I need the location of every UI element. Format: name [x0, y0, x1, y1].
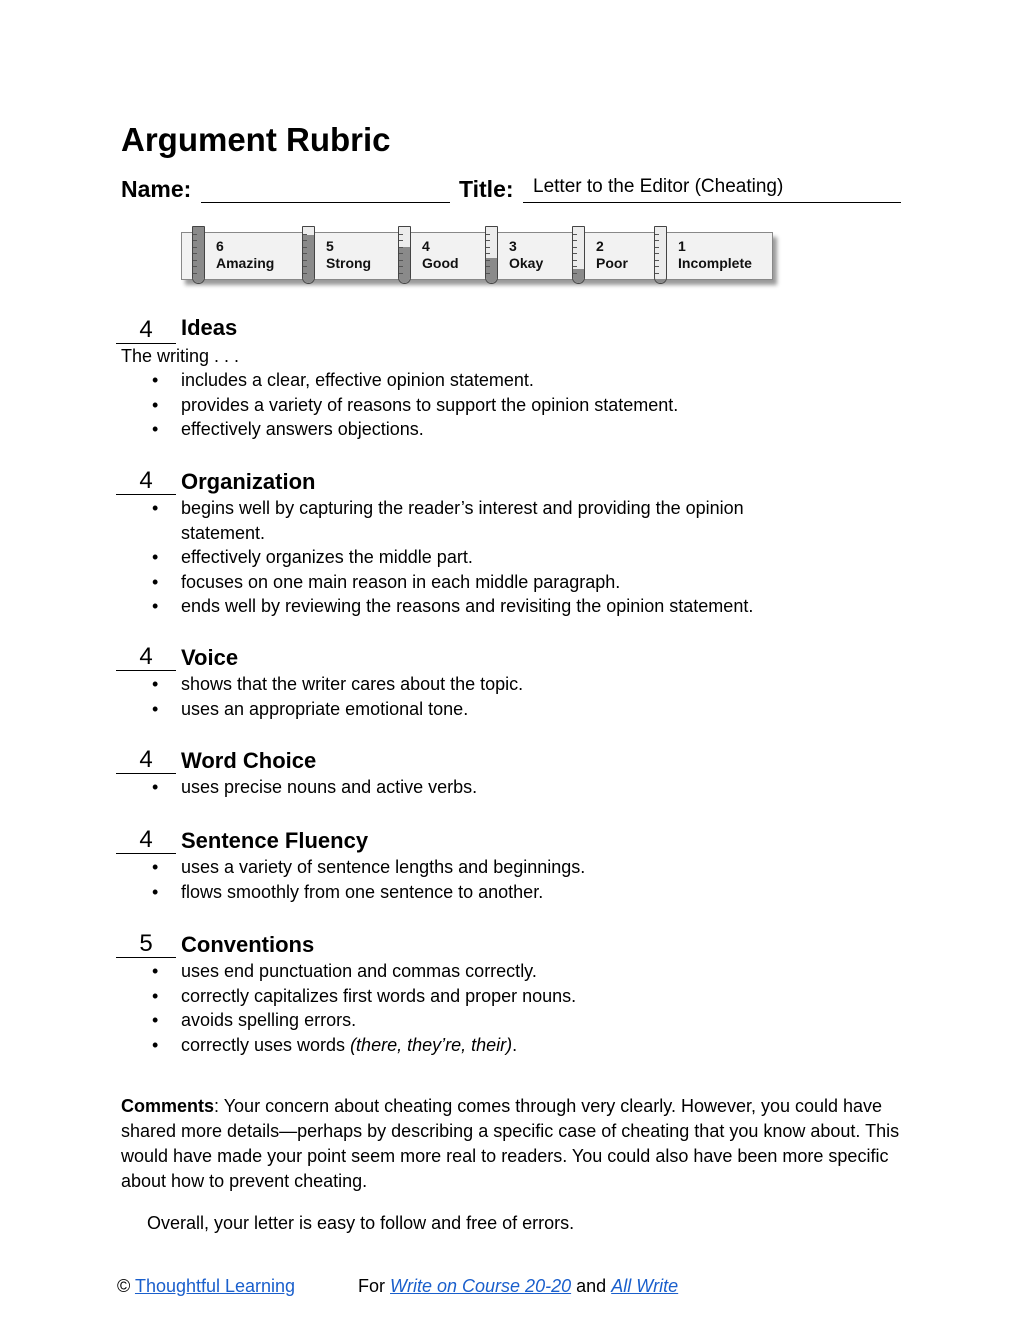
- score-value: 5: [139, 930, 153, 957]
- list-item: • focuses on one main reason in each middle paragraph.: [152, 571, 621, 592]
- thermometer-tick: [573, 260, 577, 261]
- thermometer-tick: [486, 234, 490, 235]
- bullet-list: [0, 959, 1024, 1057]
- thermometer-tick: [303, 260, 307, 261]
- scale-number: 1: [678, 238, 686, 254]
- score-value: 4: [139, 316, 153, 343]
- list-item: • correctly uses words (there, they’re, their).: [152, 1034, 518, 1055]
- thermometer-tick: [486, 266, 490, 267]
- thermometer-tick: [655, 260, 659, 261]
- thermometer-tick: [486, 253, 490, 254]
- thermometer-tick: [193, 253, 197, 254]
- scale-label: Strong: [326, 255, 372, 271]
- thermometer-tick: [193, 234, 197, 235]
- thermometer-fill: [193, 227, 204, 283]
- list-item: • ends well by reviewing the reasons and revisiting the opinion statement.: [152, 596, 754, 616]
- list-item: • avoids spelling errors.: [152, 1010, 357, 1030]
- name-label: Name:: [121, 176, 192, 202]
- bullet-list: [0, 855, 1024, 904]
- thermometer-tick: [655, 247, 659, 248]
- thermometer-tick: [399, 273, 403, 274]
- thermometer-tick: [573, 273, 577, 274]
- thermometer-fill: [573, 269, 584, 283]
- thermometer-icon: [485, 226, 498, 284]
- list-item: • provides a variety of reasons to support the opinion statement.: [152, 394, 679, 415]
- name-field-line: [201, 202, 450, 203]
- score-line: [116, 343, 176, 344]
- thermometer-tick: [399, 234, 403, 235]
- thermometer-tick: [655, 253, 659, 254]
- thermometer-icon: [398, 226, 411, 284]
- score-line: [116, 957, 176, 958]
- thermometer-tick: [573, 234, 577, 235]
- section-intro: The writing . . .: [121, 346, 240, 366]
- overall-comment: Overall, your letter is easy to follow and free of errors.: [147, 1213, 575, 1233]
- scale-number: 2: [596, 238, 604, 254]
- title-value: Letter to the Editor (Cheating): [533, 176, 784, 197]
- list-item: • correctly capitalizes first words and proper nouns.: [152, 985, 577, 1006]
- comments-label: Comments: [121, 1096, 215, 1116]
- score-value: 4: [139, 746, 153, 773]
- thermometer-tick: [303, 240, 307, 241]
- thermometer-tick: [486, 260, 490, 261]
- footer-copyright: [117, 1274, 295, 1299]
- thermometer-tick: [486, 273, 490, 274]
- score-line: [116, 670, 176, 671]
- page-title: Argument Rubric: [121, 121, 391, 158]
- bullet-list: [0, 496, 1024, 619]
- and-text: and: [576, 1276, 607, 1296]
- footer-books: [358, 1274, 678, 1299]
- thermometer-tick: [655, 273, 659, 274]
- list-item: • effectively organizes the middle part.: [152, 547, 473, 567]
- scale-number: 6: [216, 238, 224, 254]
- section-heading: Conventions: [181, 932, 315, 957]
- scale-label: Amazing: [216, 255, 275, 271]
- thermometer-tick: [486, 240, 490, 241]
- thermometer-tick: [399, 240, 403, 241]
- thermometer-tick: [193, 260, 197, 261]
- bullet-list: [0, 368, 1024, 442]
- thermometer-tick: [303, 247, 307, 248]
- thermometer-icon: [302, 226, 315, 284]
- thermometer-tick: [399, 247, 403, 248]
- thermometer-tick: [655, 266, 659, 267]
- thermometer-tick: [303, 273, 307, 274]
- scale-label: Incomplete: [678, 255, 752, 271]
- section-heading: Ideas: [181, 315, 238, 340]
- thermometer-tick: [486, 247, 490, 248]
- thermometer-tick: [399, 253, 403, 254]
- list-item: • uses a variety of sentence lengths and beginnings.: [152, 857, 586, 877]
- thoughtful-learning-link[interactable]: Thoughtful Learning: [134, 1276, 296, 1296]
- thermometer-icon: [572, 226, 585, 284]
- scale-label: Good: [422, 255, 459, 271]
- section-heading: Word Choice: [181, 748, 317, 773]
- section-heading: Organization: [181, 469, 316, 494]
- thermometer-tick: [399, 266, 403, 267]
- thermometer-tick: [193, 266, 197, 267]
- thermometer-tick: [399, 260, 403, 261]
- thermometer-tick: [193, 273, 197, 274]
- thermometer-tick: [193, 247, 197, 248]
- list-item: • begins well by capturing the reader’s interest and providing the opinion statement.: [152, 498, 744, 543]
- for-text: For: [358, 1276, 385, 1296]
- comments-text: : Your concern about cheating comes through very clearly. However, you could have shared more details—perhaps by describing a specific case of cheating that you know about. This would have made your point seem more real to readers. You could also have been more specific about how to prevent cheating.: [121, 1096, 900, 1191]
- scale-number: 5: [326, 238, 334, 254]
- comments-paragraph: [121, 1094, 911, 1194]
- thermometer-tick: [303, 234, 307, 235]
- thermometer-tick: [573, 266, 577, 267]
- score-value: 4: [139, 826, 153, 853]
- thermometer-icon: [654, 226, 667, 284]
- thermometer-tick: [573, 253, 577, 254]
- italic-example: (there, they’re, their): [350, 1034, 513, 1055]
- title-label: Title:: [459, 176, 514, 202]
- thermometer-tick: [193, 240, 197, 241]
- score-value: 4: [139, 643, 153, 670]
- thermometer-fill: [486, 258, 497, 283]
- list-item: • uses precise nouns and active verbs.: [152, 777, 478, 797]
- thermometer-tick: [303, 253, 307, 254]
- write-on-course-link[interactable]: Write on Course 20-20: [390, 1276, 572, 1296]
- scale-number: 3: [509, 238, 517, 254]
- rating-scale: [181, 232, 773, 280]
- scale-label: Poor: [596, 255, 628, 271]
- thermometer-fill: [655, 279, 666, 283]
- title-field-line: [523, 202, 901, 203]
- score-line: [116, 773, 176, 774]
- list-item: • effectively answers objections.: [152, 419, 424, 439]
- thermometer-tick: [573, 247, 577, 248]
- section-heading: Sentence Fluency: [181, 828, 369, 853]
- bullet-list: [0, 672, 1024, 721]
- score-value: 4: [139, 467, 153, 494]
- score-line: [116, 494, 176, 495]
- thermometer-tick: [655, 240, 659, 241]
- all-write-link[interactable]: All Write: [611, 1276, 679, 1296]
- list-item: • uses end punctuation and commas correctly.: [152, 961, 537, 981]
- list-item: • shows that the writer cares about the topic.: [152, 674, 524, 694]
- scale-number: 4: [422, 238, 430, 254]
- list-item: • includes a clear, effective opinion statement.: [152, 370, 534, 390]
- list-item: • flows smoothly from one sentence to another.: [152, 881, 544, 902]
- list-item: • uses an appropriate emotional tone.: [152, 698, 469, 719]
- section-heading: Voice: [181, 645, 239, 670]
- thermometer-tick: [573, 240, 577, 241]
- scale-label: Okay: [509, 255, 544, 271]
- score-line: [116, 853, 176, 854]
- copyright-symbol: ©: [117, 1276, 131, 1296]
- bullet-list: [0, 775, 1024, 800]
- thermometer-tick: [303, 266, 307, 267]
- thermometer-icon: [192, 226, 205, 284]
- thermometer-tick: [655, 234, 659, 235]
